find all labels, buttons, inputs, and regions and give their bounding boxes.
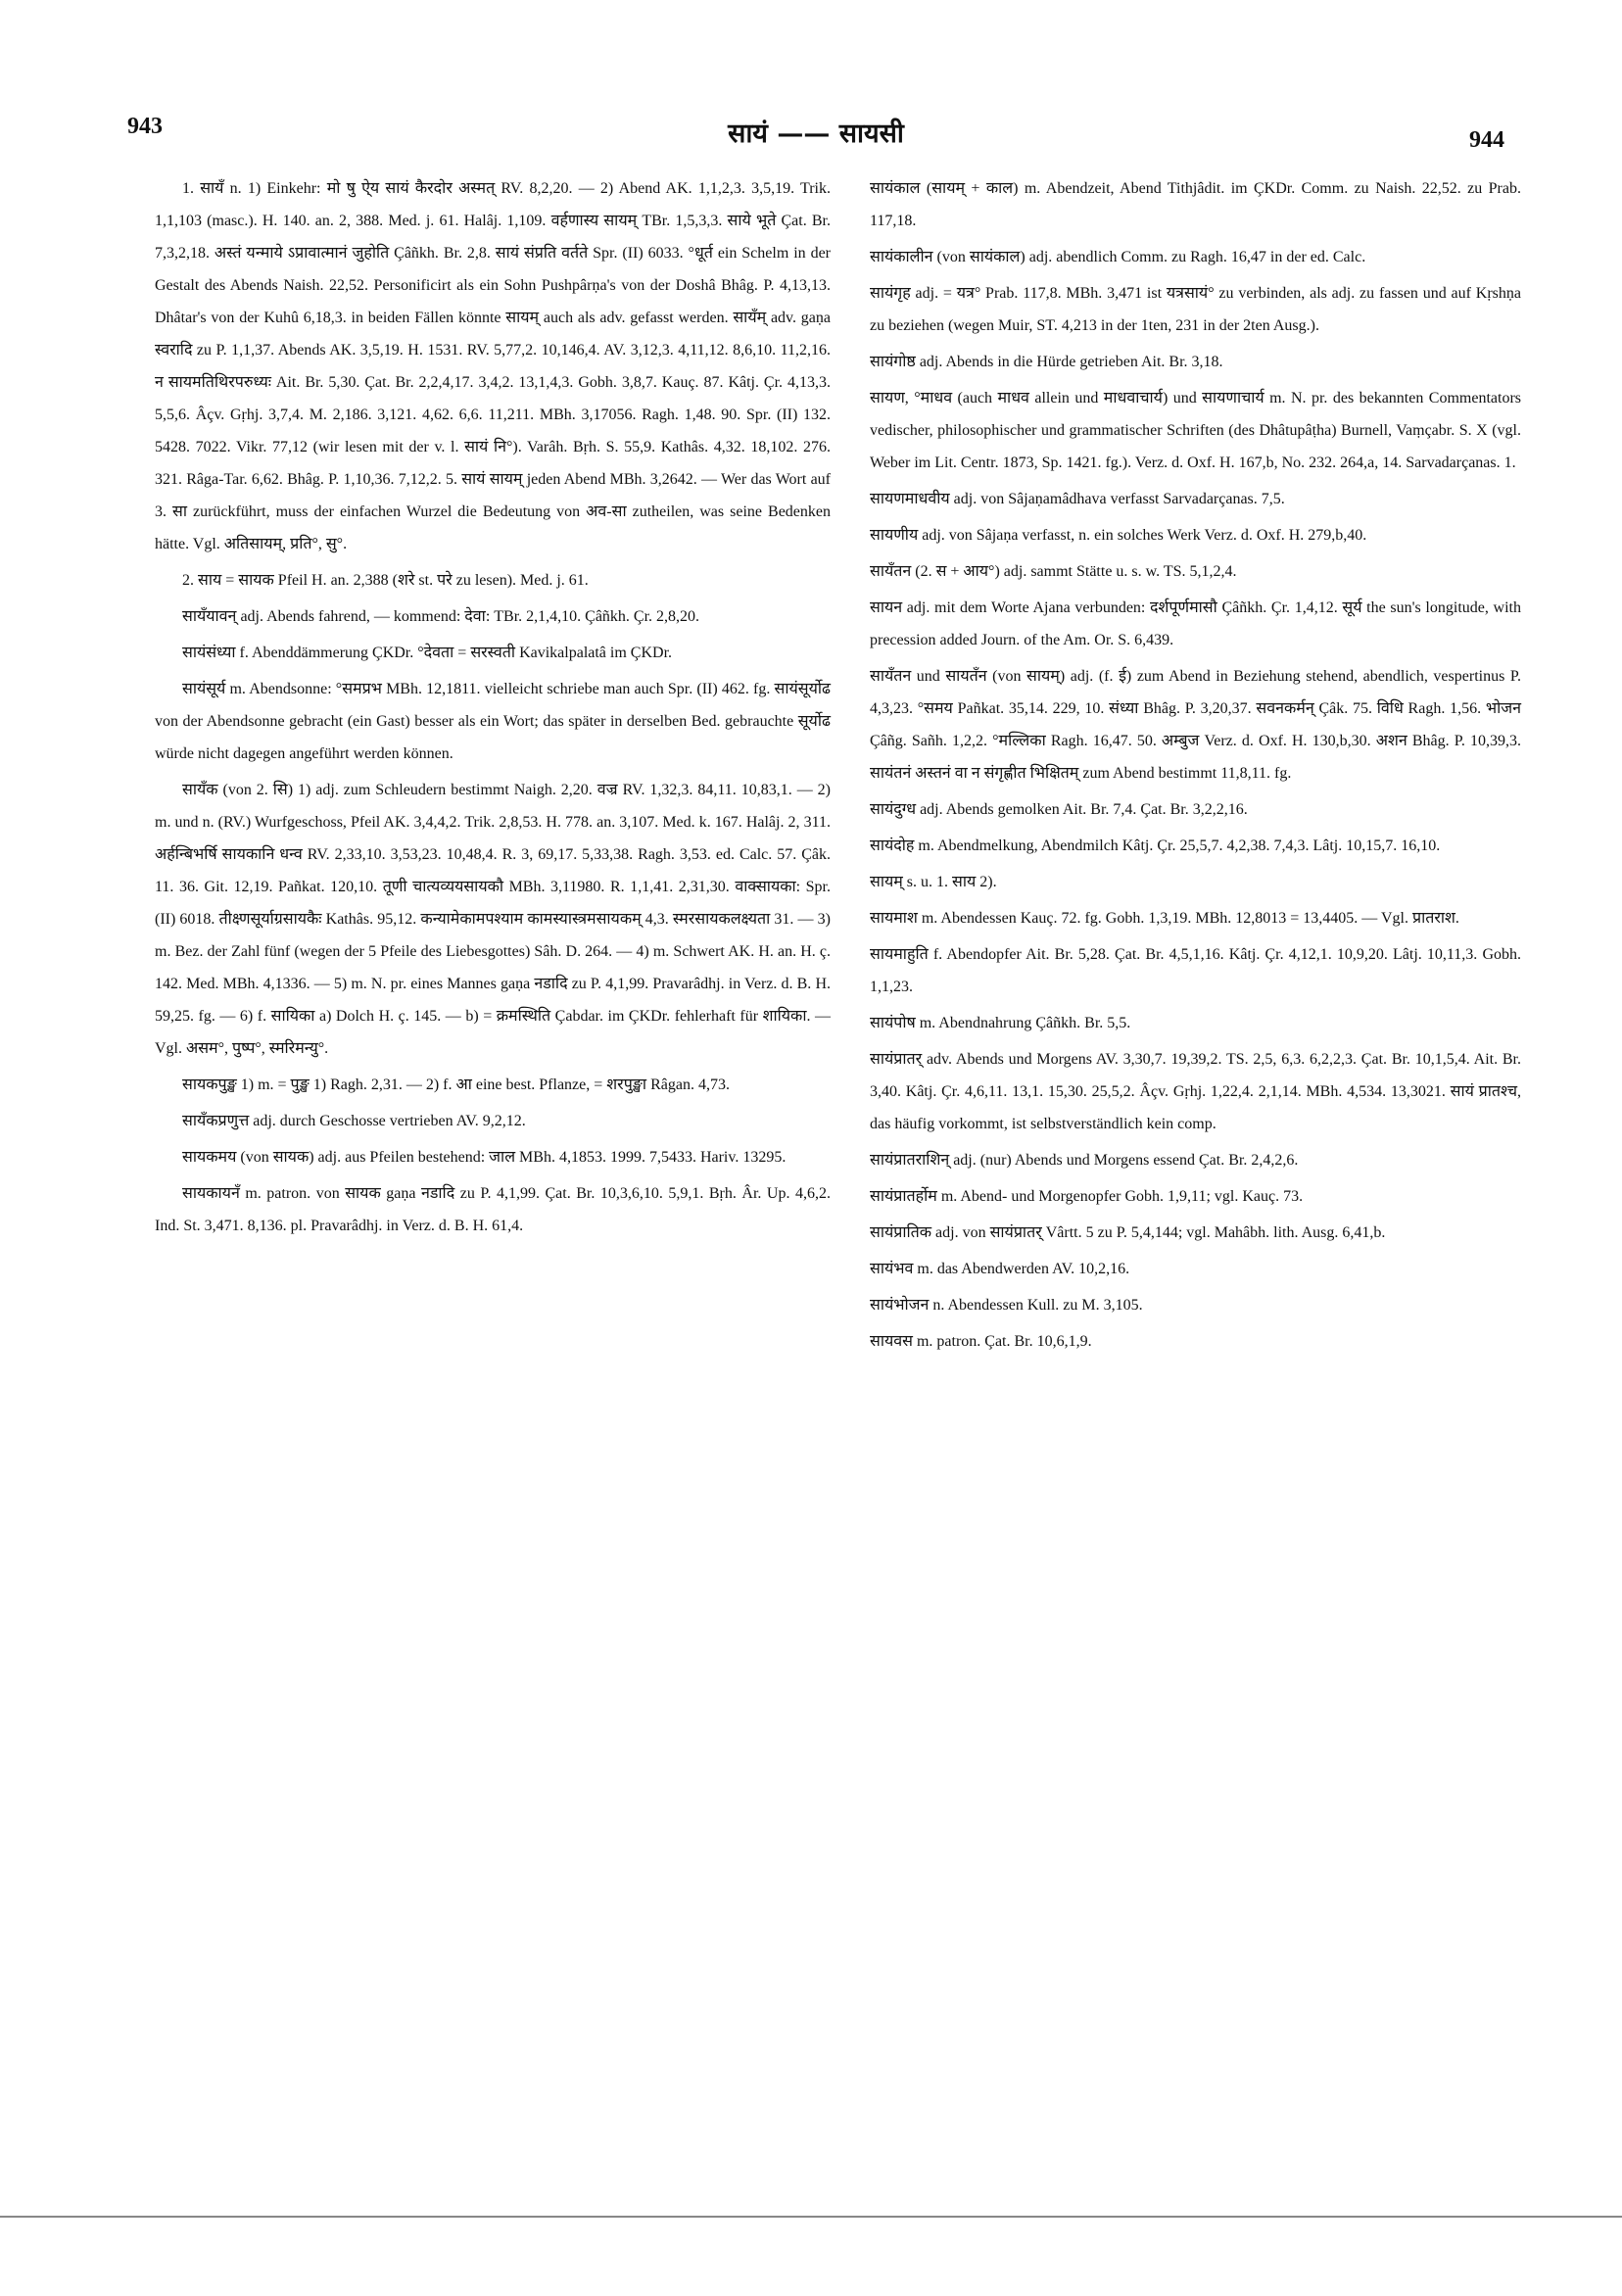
dictionary-entry: सायंसंध्या f. Abenddämmerung ÇKDr. °देवता = सरस्वती Kavikalpalatâ im ÇKDr. xyxy=(182,645,673,661)
dictionary-entry: सायंगोष्ठ adj. Abends in die Hürde getrieben Ait. Br. 3,18. xyxy=(870,354,1223,370)
dictionary-entry: सायंकालीन (von सायंकाल) adj. abendlich Comm. zu Ragh. 16,47 in der ed. Calc. xyxy=(870,249,1366,265)
dictionary-entry: सायँक (von 2. सि) 1) adj. zum Schleudern bestimmt Naigh. 2,20. वज्र RV. 1,32,3. 84,11. 10,83,1. — 2) m. und n. (RV.) Wurfgeschoss, Pfeil AK. 3,4,4,2. Trik. 2,8,53. H. 778. an. 3,107. Med. k. 167. Halâj. 2, 311. अर्हन्बिभर्षि सायकानि धन्व RV. 2,33,10. 3,53,23. 10,48,4. R. 3, 69,17. 5,33,38. Ragh. 3,53. ed. Calc. 57. Çâk. 11. 36. Git. 12,19. Pañkat. 120,10. तूणी चात्यव्ययसायकौ MBh. 3,11980. R. 1,1,41. 2,31,30. वाक्सायका: Spr. (II) 6018. तीक्ष्णसूर्याग्रसायकैः Kathâs. 95,12. कन्यामेकामपश्याम कामस्यास्त्रमसायकम् 4,3. स्मरसायकलक्ष्यता 31. — 3) m. Bez. der Zahl fünf (wegen der 5 Pfeile des Liebesgottes) Sâh. D. 264. — 4) m. Schwert AK. H. an. H. ç. 142. Med. MBh. 4,1336. — 5) m. N. pr. eines Mannes gaṇa नडादि zu P. 4,1,99. Pravarâdhj. in Verz. d. B. H. 59,25. fg. — 6) f. सायिका a) Dolch H. ç. 145. — b) = क्रमस्थिति Çabdar. im ÇKDr. fehlerhaft für शायिका. — Vgl. असम°, पुष्प°, स्मरिमन्यु°. xyxy=(155,782,831,1057)
dictionary-entry: सायंप्रातर् adv. Abends und Morgens AV. 3,30,7. 19,39,2. TS. 2,5, 6,3. 6,2,2,3. Çat. Br. 10,1,5,4. Ait. Br. 3,40. Kâtj. Çr. 4,6,11. 13,1. 15,30. 25,5,2. Âçv. Gṛhj. 1,22,4. 2,1,14. MBh. 4,534. 13,3021. सायं प्रातश्च, das häufig vorkommt, ist selbstverständlich kein comp. xyxy=(870,1051,1521,1132)
running-title: सायं —— सायसी xyxy=(728,119,904,149)
dictionary-entry: सायंप्रातराशिन् adj. (nur) Abends und Morgens essend Çat. Br. 2,4,2,6. xyxy=(870,1152,1299,1169)
dictionary-entry: सायंकाल (सायम् + काल) m. Abendzeit, Abend Tithjâdit. im ÇKDr. Comm. zu Naish. 22,52. zu Prab. 117,18. xyxy=(870,180,1521,229)
dictionary-entry: सायम् s. u. 1. साय 2). xyxy=(870,874,997,890)
dictionary-entry: सायणमाधवीय adj. von Sâjaṇamâdhava verfasst Sarvadarçanas. 7,5. xyxy=(870,491,1285,507)
dictionary-entry: सायंभोजन n. Abendessen Kull. zu M. 3,105. xyxy=(870,1297,1143,1314)
dictionary-entry: सायँयावन् adj. Abends fahrend, — kommend: देवा: TBr. 2,1,4,10. Çâñkh. Çr. 2,8,20. xyxy=(182,608,700,625)
dictionary-entry: सायण, °माधव (auch माधव allein und माधवाचार्य) und सायणाचार्य m. N. pr. des bekannten Commentators vedischer, philosophischer und grammatischer Schriften (des Dhâtupâṭha) Burnell, Vaṃçabr. S. X (vgl. Weber im Lit. Centr. 1873, Sp. 1421. fg.). Verz. d. Oxf. H. 167,b, No. 232. 264,a, 14. Sarvadarçanas. 1. xyxy=(870,390,1521,471)
dictionary-entry: सायंप्रातर्होम m. Abend- und Morgenopfer Gobh. 1,9,11; vgl. Kauç. 73. xyxy=(870,1188,1304,1205)
dictionary-entry: 2. साय = सायक Pfeil H. an. 2,388 (शरे st. परे zu lesen). Med. j. 61. xyxy=(182,572,589,589)
left-column xyxy=(155,172,831,1246)
dictionary-entry: 1. सायँ n. 1) Einkehr: मो षु ऐ्य सायं कैरदाेर अस्मत् RV. 8,2,20. — 2) Abend AK. 1,1,2,3. 3,5,19. Trik. 1,1,103 (masc.). H. 140. an. 2, 388. Med. j. 61. Halâj. 1,109. वर्हणास्य सायम् TBr. 1,5,3,3. साये भूते Çat. Br. 7,3,2,18. अस्तं यन्माये ऽप्रावात्मानं जुहोति Çâñkh. Br. 2,8. सायं संप्रति वर्तते Spr. (II) 6033. °धूर्त ein Schelm in der Gestalt des Abends Naish. 22,52. Personificirt als ein Sohn Pushpârṇa's von der Doshâ Bhâg. P. 4,13,13. Dhâtar's von der Kuhû 6,18,3. in beiden Fällen könnte सायम् auch als adv. gefasst werden. सायँम् adv. gaṇa स्वरादि zu P. 1,1,37. Abends AK. 3,5,19. H. 1531. RV. 5,77,2. 10,146,4. AV. 3,12,3. 4,11,12. 8,6,10. 11,2,16. न सायमतिथिरपरुध्यः Ait. Br. 5,30. Çat. Br. 2,2,4,17. 3,4,2. 13,1,4,3. Gobh. 3,8,7. Kauç. 87. Kâtj. Çr. 4,13,3. 5,5,6. Âçv. Gṛhj. 3,7,4. M. 2,186. 3,121. 4,62. 6,6. 11,211. MBh. 3,17056. Ragh. 1,48. 90. Spr. (II) 132. 5428. 7022. Vikr. 77,12 (wir lesen mit der v. l. सायं नि°). Varâh. Bṛh. S. 55,9. Kathâs. 4,32. 18,102. 276. 321. Râga-Tar. 6,62. Bhâg. P. 1,10,36. 7,12,2. 5. सायं सायम् jeden Abend MBh. 3,2642. — Wer das Wort auf 3. सा zurückführt, muss der einfachen Wurzel die Bedeutung von अव-सा zutheilen, was seine Bedenken hätte. Vgl. अतिसायम्, प्रति°, सु°. xyxy=(155,180,831,552)
dictionary-entry: सायंभव m. das Abendwerden AV. 10,2,16. xyxy=(870,1261,1130,1277)
dictionary-entry: सायकायनँ m. patron. von सायक gaṇa नडादि zu P. 4,1,99. Çat. Br. 10,3,6,10. 5,9,1. Bṛh. Âr. Up. 4,6,2. Ind. St. 3,471. 8,136. pl. Pravarâdhj. in Verz. d. B. H. 61,4. xyxy=(155,1185,831,1234)
dictionary-entry: सायवस m. patron. Çat. Br. 10,6,1,9. xyxy=(870,1333,1092,1350)
dictionary-entry: सायंपोष m. Abendnahrung Çâñkh. Br. 5,5. xyxy=(870,1015,1131,1031)
page-number-left: 943 xyxy=(127,114,163,139)
dictionary-entry: सायन adj. mit dem Worte Ajana verbunden: दर्शपूर्णमासौ Çâñkh. Çr. 1,4,12. सूर्य the sun's longitude, with precession added Journ. of the Am. Or. S. 6,439. xyxy=(870,599,1521,648)
dictionary-entry: सायमाश m. Abendessen Kauç. 72. fg. Gobh. 1,3,19. MBh. 12,8013 = 13,4405. — Vgl. प्रातराश. xyxy=(870,910,1459,927)
dictionary-entry: सायंसूर्य m. Abendsonne: °समप्रभ MBh. 12,1811. vielleicht schriebe man auch Spr. (II) 462. fg. सायंसूर्योढ von der Abendsonne gebracht (ein Gast) besser als ein Wort; das später in derselben Bed. gebrauchte सूर्योढ würde nicht dagegen angeführt werden können. xyxy=(155,681,831,762)
footer-rule xyxy=(0,2216,1622,2218)
page-header xyxy=(127,106,1504,155)
dictionary-entry: सायँतन (2. स + आय°) adj. sammt Stätte u. s. w. TS. 5,1,2,4. xyxy=(870,563,1237,580)
page-number-right: 944 xyxy=(1469,127,1504,153)
dictionary-entry: सायंगृह adj. = यत्र° Prab. 117,8. MBh. 3,471 ist यत्रसायं° zu verbinden, als adj. zu fassen und auf Kṛshṇa zu beziehen (wegen Muir, ST. 4,213 in der 1ten, 231 in der 2ten Ausg.). xyxy=(870,285,1521,334)
dictionary-entry: सायकमय (von सायक) adj. aus Pfeilen bestehend: जाल MBh. 4,1853. 1999. 7,5433. Hariv. 13295. xyxy=(182,1149,787,1166)
dictionary-entry: सायँतन und सायतँन (von सायम्) adj. (f. ई) zum Abend in Beziehung stehend, abendlich, vespertinus P. 4,3,23. °समय Pañkat. 35,14. 229, 10. संध्या Bhâg. P. 3,20,37. सवनकर्मन् Çâk. 75. विधि Ragh. 1,56. भोजन Çâñg. Sañh. 1,2,2. °मल्लिका Ragh. 16,47. 50. अम्बुज Verz. d. Oxf. H. 130,b,30. अशन Bhâg. P. 10,39,3. सायंतनं अस्तनं वा न संगृह्णीत भिक्षितम् zum Abend bestimmt 11,8,11. fg. xyxy=(870,668,1521,782)
dictionary-entry: सायकपुङ्ख 1) m. = पुङ्ख 1) Ragh. 2,31. — 2) f. आ eine best. Pflanze, = शरपुङ्खा Râgan. 4,73. xyxy=(182,1076,730,1093)
dictionary-entry: सायंदोह m. Abendmelkung, Abendmilch Kâtj. Çr. 25,5,7. 4,2,38. 7,4,3. Lâtj. 10,15,7. 16,10. xyxy=(870,837,1441,854)
dictionary-entry: सायंप्रातिक adj. von सायंप्रातर् Vârtt. 5 zu P. 5,4,144; vgl. Mahâbh. lith. Ausg. 6,41,b. xyxy=(870,1224,1386,1241)
dictionary-entry: सायणीय adj. von Sâjaṇa verfasst, n. ein solches Werk Verz. d. Oxf. H. 279,b,40. xyxy=(870,527,1367,544)
right-column xyxy=(870,172,1521,1362)
dictionary-entry: सायमाहुति f. Abendopfer Ait. Br. 5,28. Çat. Br. 4,5,1,16. Kâtj. Çr. 4,12,1. 10,9,20. Lâtj. 10,11,3. Gobh. 1,1,23. xyxy=(870,946,1521,995)
dictionary-entry: सायंदुग्ध adj. Abends gemolken Ait. Br. 7,4. Çat. Br. 3,2,2,16. xyxy=(870,801,1248,818)
dictionary-entry: सायँकप्रणुत्त adj. durch Geschosse vertrieben AV. 9,2,12. xyxy=(182,1113,526,1129)
